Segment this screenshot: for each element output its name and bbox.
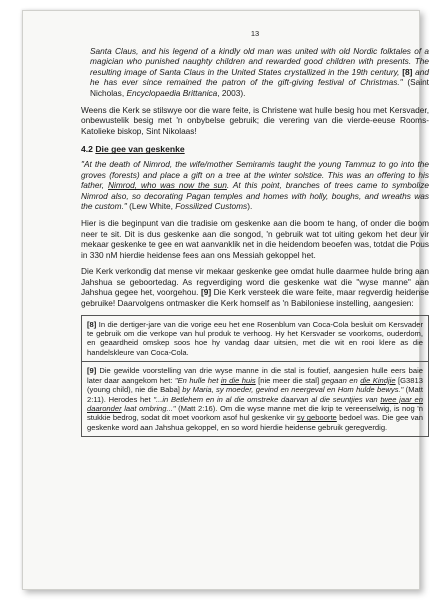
footnote-9-quote-5: laat ombring..." [124,403,176,413]
section-number: 4.2 [81,144,93,155]
page-number: 13 [250,29,260,38]
footnote-9-quote-3: by Maria, sy moeder, gevind en neergeval en Hom hulde bewys." [182,385,404,395]
footnotes-box [81,315,429,437]
footnote-9-quote-4: "...in Betlehem en in al die omstreke daarvan al die seuntjies van [153,394,378,404]
quote-part-1: "At the death of Nimrod, the wife/mother Semiramis taught the young Tammuz to go into the groves (forests) and place a gift on a tree at the winter solstice. This was an offering to his father, [81,158,429,191]
footnote-9-quote-2: gegaan en [321,375,358,385]
footnote-9-text-2: [nie meer die stal] [258,375,320,385]
footnote-9-text-3: [G3813 (young child), nie die Baba] [87,375,423,395]
source-prefix: (Saint Nicholas, [90,77,429,98]
footnote-9-text-1: Die gewilde voorstelling van drie wyse manne in die stal is foutief, aangesien hulle eers baie later daar aangekom het: [87,366,423,385]
quote-saint-nicholas [81,46,429,99]
reference-9: [9] [200,287,212,298]
footnote-8-ref: [8] [87,319,97,329]
paragraph-kerk-text: Die Kerk verkondig dat mense vir mekaar geskenke gee omdat hulle daarmee hulde bring aan Jahshua se geboortedag. As regverdiging word die geskenke wat die "wyse manne" aan Jahshua gegee het, voorgehou. [81,266,429,298]
footnote-8 [87,320,423,358]
source-title-2: Fossilized Customs [175,201,248,212]
footnote-9-quote-1: "En hulle het [174,375,219,385]
footnote-9 [87,366,423,432]
quote-part-2: . At this point, branches of trees came to symbolize Nimrod also, so decorating Pagan temples and homes with holly, boughs, and wreaths was the custom." [81,180,429,212]
paragraph-kerk-text-2: Die Kerk versteek die ware feite, maar regverdig heidense gebruike! Daarvolgens ontmasker die Kerk homself as 'n Babiloniese instelling, aangesien: [81,287,429,309]
scanned-page [22,10,429,590]
quote-text: Santa Claus, and his legend of a kindly old man was united with old Nordic folktales of a magician who punished naughty children and rewarded good children with presents. The resulting image of Santa Claus in the United States crystallized in the 19th century, [90,45,429,77]
section-heading [81,144,429,155]
reference-8: [8] [402,66,413,77]
page-content [81,29,429,437]
footnote-9-ref: [9] [87,366,97,376]
paragraph-beginpunt: Hier is die beginpunt van die tradisie om geskenke aan die boom te hang, of onder die boom neer te sit. Dit is dus geskenke aan die songod, 'n gebruik wat tot uiting gekom het deur vir mekaar geskenke te gee en wat aanvanklik net in die heidendom beoefen was, totdat die Pous in 330 nM hierdie heidense fees aan ons Messiah gekoppel het. [81,217,429,260]
quote-source-2 [129,201,252,211]
footnote-9-underline-1: in die huis [220,375,256,385]
footnote-divider [82,361,428,362]
source-title: Encyclopaedia Brittanica [126,87,218,98]
quote-underlined: Nimrod, who was now the sun [108,180,227,191]
quote-text-continued: and he has ever since remained the patron of the gift-giving festival of Christmas." [90,66,429,88]
paragraph-kersvader: Weens die Kerk se stilswye oor die ware feite, is Christene wat hulle besig hou met Kersvader, onbewustelik besig met 'n onbybelse gebruik; die verering van die vierde-eeuse Rooms-Katolieke biskop, Sint Nikolaas! [81,104,429,136]
footnote-9-text-5: (Matt 2:16). Om die wyse manne met die krip te vereenselwig, is nog 'n stukkie bedrog, sodat dit moet voorkom asof hul geskenke vir [87,403,423,423]
footnote-9-text-4: (Matt 2:11). Herodes het [87,385,423,404]
footnote-9-underline-3: twee jaar en daaronder [87,394,423,413]
footnote-8-text: In die dertiger-jare van die vorige eeu het ene Rosenblum van Coca-Cola besluit om Kersvader te gebruik om die verkope van hul produk te verhoog. Hy het Kersvader se voorkoms, ouderdom, en geaardheid omskep soos hoe hy vandag daar uitsien, met die wit en rooi klere as die handelskleure van Coca-Cola. [87,319,423,357]
quote-nimrod [81,159,429,212]
footnote-9-text-6: bedoel was. Die gee van geskenke word aan Jahshua gekoppel, en so word hierdie heidense gebruik geregverdig. [87,413,423,432]
source-prefix-2: (Lew White, [129,201,173,212]
section-title: Die gee van geskenke [95,144,185,155]
footnote-9-underline-2: die Kindjie [360,375,396,385]
footnote-9-underline-4: sy geboorte [296,413,337,423]
paragraph-kerk [81,266,429,308]
source-suffix-2: ). [247,201,253,212]
source-suffix: , 2003). [217,87,246,98]
